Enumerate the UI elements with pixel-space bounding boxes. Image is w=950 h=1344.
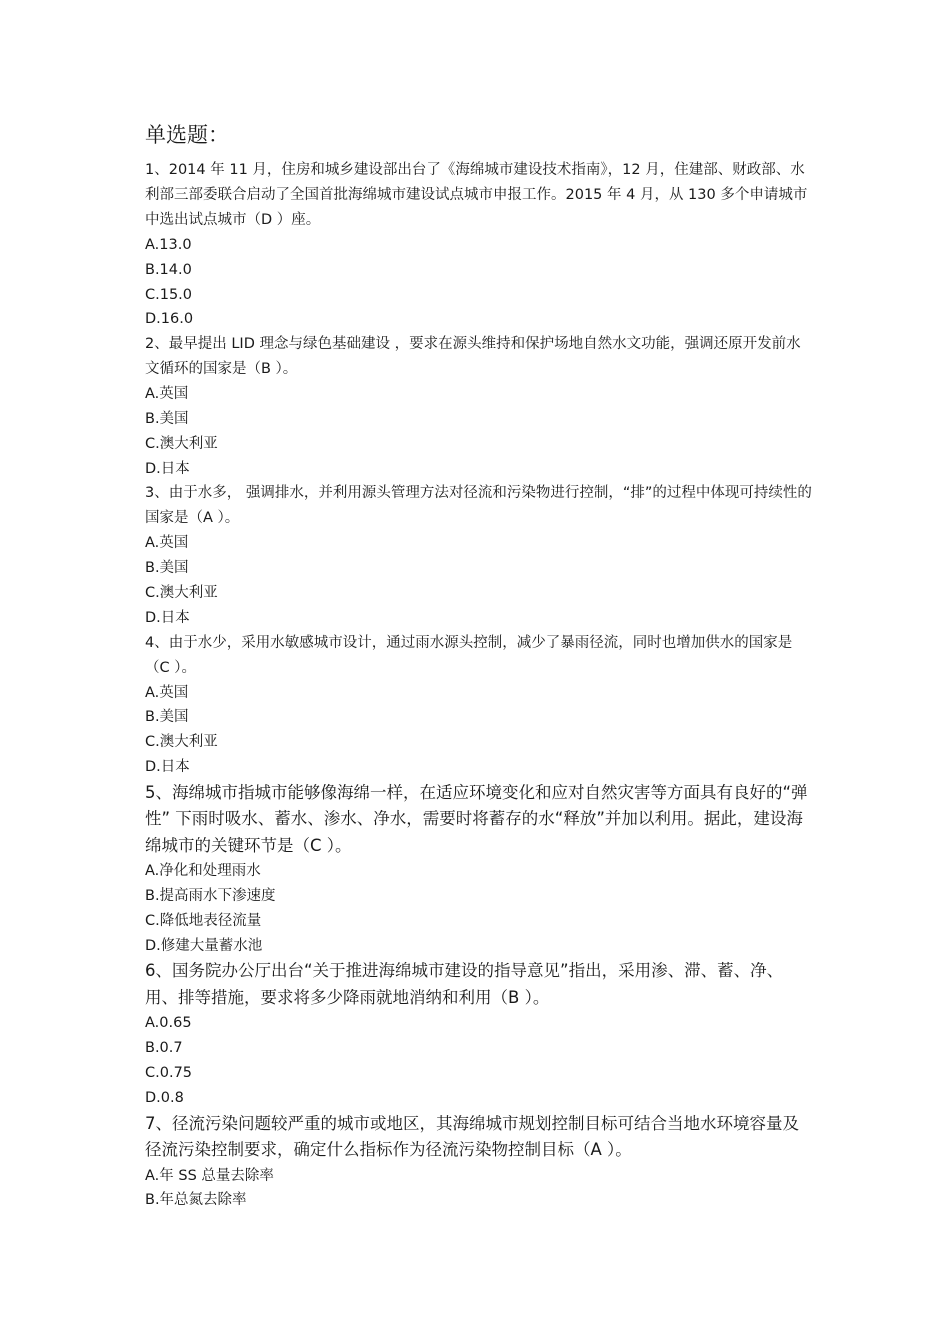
question-6 <box>145 958 815 1110</box>
option-a: A.英国 <box>145 684 189 701</box>
option-c: C.15.0 <box>145 286 193 303</box>
option-b: B.美国 <box>145 709 189 726</box>
option-c: C.0.75 <box>145 1065 193 1082</box>
option-b: B.0.7 <box>145 1040 183 1057</box>
option-a: A.0.65 <box>145 1015 192 1032</box>
option-b: B.年总氮去除率 <box>145 1192 247 1209</box>
option-a: A.英国 <box>145 386 189 403</box>
option-d: D.日本 <box>145 609 190 626</box>
option-c: C.澳大利亚 <box>145 584 218 601</box>
question-5 <box>145 780 815 959</box>
document-page <box>145 120 815 1213</box>
option-d: D.日本 <box>145 460 190 477</box>
question-text: 4、由于水少，采用水敏感城市设计，通过雨水源头控制，减少了暴雨径流，同时也增加供水的国家是（C ）。 <box>145 634 793 676</box>
option-c: C.澳大利亚 <box>145 734 218 751</box>
section-heading: 单选题： <box>145 123 229 147</box>
option-b: B.美国 <box>145 560 189 577</box>
question-text: 6、国务院办公厅出台“关于推进海绵城市建设的指导意见”指出，采用渗、滞、蓄、净、用、排等措施，要求将多少降雨就地消纳和利用（B ）。 <box>145 961 784 1007</box>
question-text: 7、径流污染问题较严重的城市或地区，其海绵城市规划控制目标可结合当地水环境容量及径流污染控制要求，确定什么指标作为径流污染物控制目标（A ）。 <box>145 1113 799 1160</box>
question-text: 5、海绵城市指城市能够像海绵一样，在适应环境变化和应对自然灾害等方面具有良好的“弹性” 下雨时吸水、蓄水、渗水、净水，需要时将蓄存的水“释放”并加以利用。据此，建设海绵城市的关键环节是（C ）。 <box>145 782 808 855</box>
option-b: B.14.0 <box>145 261 192 278</box>
option-b: B.提高雨水下渗速度 <box>145 888 276 905</box>
option-d: D.修建大量蓄水池 <box>145 937 263 954</box>
option-a: A.年 SS 总量去除率 <box>145 1167 274 1184</box>
option-a: A.13.0 <box>145 237 192 253</box>
option-d: D.0.8 <box>145 1089 184 1106</box>
option-c: C.降低地表径流量 <box>145 912 262 929</box>
question-3 <box>145 481 815 630</box>
option-d: D.日本 <box>145 758 190 775</box>
option-c: C.澳大利亚 <box>145 435 218 452</box>
option-b: B.美国 <box>145 410 189 427</box>
question-text: 2、最早提出 LID 理念与绿色基础建设 ，要求在源头维持和保护场地自然水文功能，强调还原开发前水文循环的国家是（B ）。 <box>145 336 801 378</box>
question-7 <box>145 1111 815 1214</box>
question-1 <box>145 158 815 332</box>
question-text: 1、2014 年 11 月，住房和城乡建设部出台了《海绵城市建设技术指南》，12 月，住建部、财政部、水利部三部委联合启动了全国首批海绵城市建设试点城市申报工作。2015 年 4 月，从 130 多个申请城市中选出试点城市（D ）座。 <box>145 162 808 228</box>
option-a: A.净化和处理雨水 <box>145 863 261 880</box>
option-a: A.英国 <box>145 535 189 552</box>
question-4 <box>145 631 815 780</box>
option-d: D.16.0 <box>145 311 194 328</box>
question-text: 3、由于水多， 强调排水，并利用源头管理方法对径流和污染物进行控制，“排”的过程中体现可持续性的国家是（A ）。 <box>145 485 812 527</box>
question-2 <box>145 332 815 481</box>
